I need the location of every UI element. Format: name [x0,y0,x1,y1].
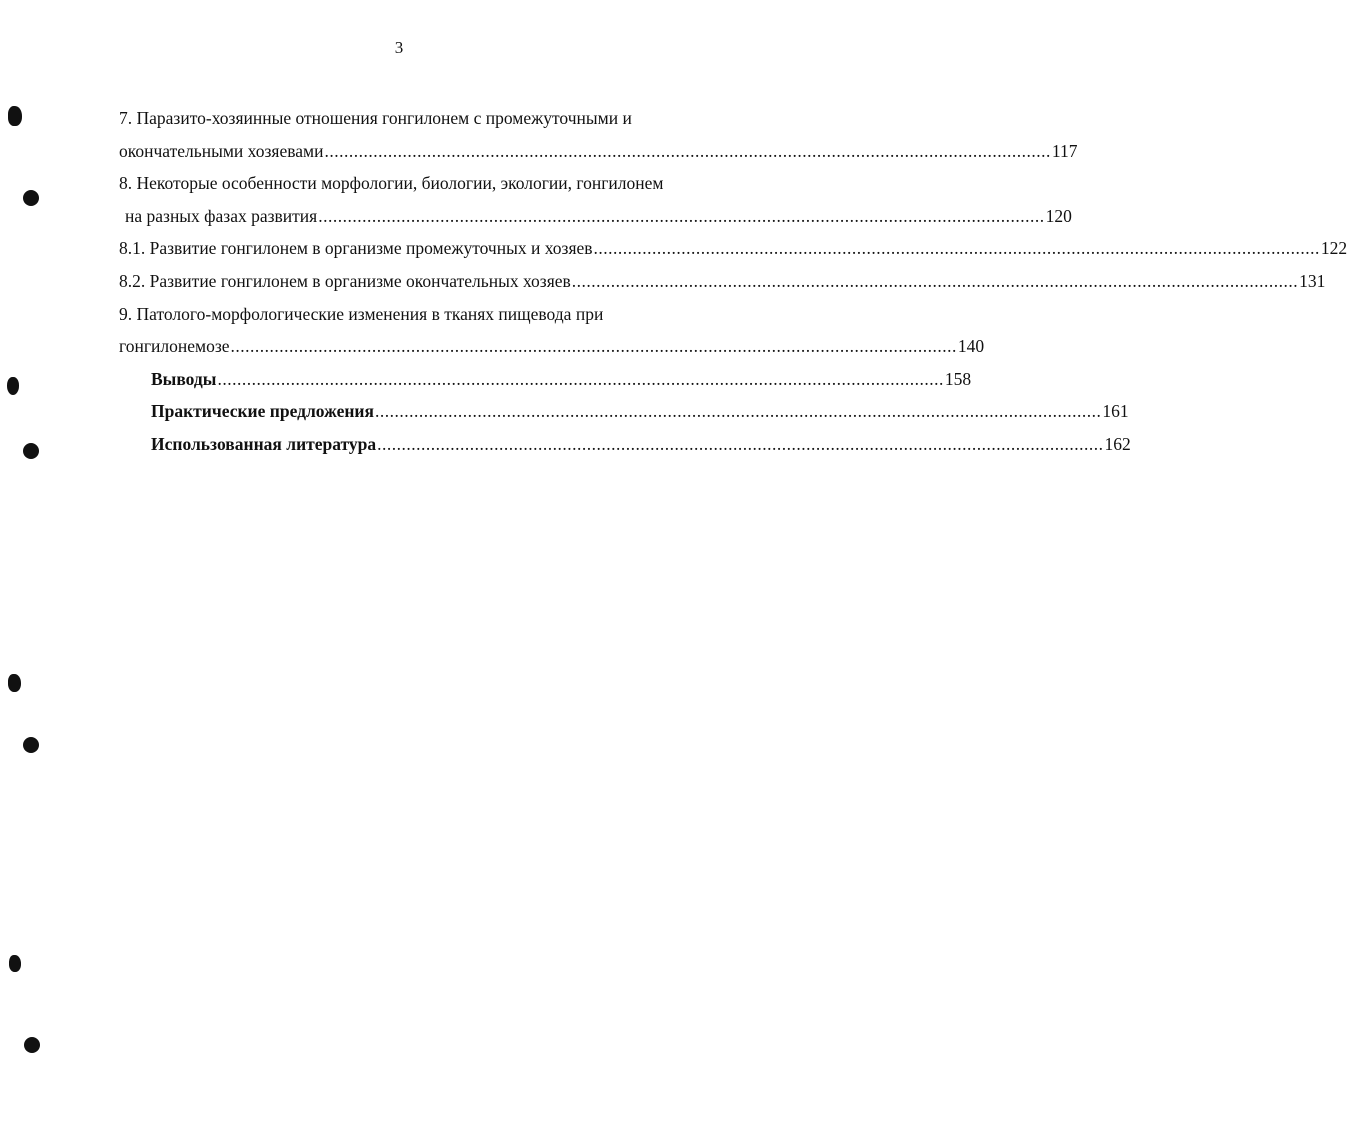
dot-leader: ..................................................................................................................................................... [593,238,1320,259]
scan-mark [8,106,22,126]
toc-entry-page: 162 [1104,433,1131,454]
toc-entry-page: 140 [957,336,985,357]
binder-hole [23,443,39,459]
toc-entry-practical [119,395,1129,428]
toc-entry-9-line1: 9. Патолого-морфологические изменения в тканях пищевода при [119,303,604,324]
toc-entry-conclusions [119,363,972,396]
toc-entry-9-line2 [119,330,985,363]
binder-hole [24,1037,40,1053]
scan-mark [7,377,19,395]
toc-entry-literature [119,428,1131,461]
toc-entry-page: 122 [1320,238,1347,259]
toc-entry-page: 131 [1299,270,1326,291]
toc-entry-title: Практические предложения [151,401,374,422]
scan-mark [8,674,21,692]
toc-entry-page: 161 [1102,401,1129,422]
toc-entry-title: Выводы [151,368,217,389]
table-of-contents [119,102,1347,461]
dot-leader: ..................................................................................................................................................... [571,270,1299,291]
toc-entry-title: окончательными хозяевами [119,140,324,161]
dot-leader: ..................................................................................................................................................... [374,401,1102,422]
binder-hole [23,190,39,206]
toc-entry-8-line2 [119,200,1072,233]
toc-entry-page: 117 [1051,140,1078,161]
toc-entry-8-1 [119,232,1347,265]
dot-leader: ..................................................................................................................................................... [377,433,1104,454]
toc-entry-7-line1: 7. Паразито-хозяинные отношения гонгилонем с промежуточными и [119,108,632,128]
toc-entry-title: 8.2. Развитие гонгилонем в организме окончательных хозяев [119,270,571,291]
dot-leader: ..................................................................................................................................................... [318,205,1045,226]
binder-hole [23,737,39,753]
toc-entry-page: 120 [1045,205,1072,226]
toc-entry-page: 158 [944,368,972,389]
toc-entry-8-line1: 8. Некоторые особенности морфологии, биологии, экологии, гонгилонем [119,173,664,194]
toc-entry-title: 8.1. Развитие гонгилонем в организме промежуточных и хозяев [119,238,593,259]
dot-leader: ..................................................................................................................................................... [324,140,1051,161]
toc-entry-title: на разных фазах развития [125,205,318,226]
scan-mark [9,955,21,972]
page-number: 3 [394,38,404,57]
toc-entry-8-2 [119,265,1326,298]
dot-leader: ..................................................................................................................................................... [217,368,944,389]
toc-entry-title: Использованная литература [151,433,377,454]
toc-entry-title: гонгилонемозе [119,336,230,357]
toc-entry-7-line2 [119,135,1078,168]
dot-leader: ..................................................................................................................................................... [230,336,957,357]
